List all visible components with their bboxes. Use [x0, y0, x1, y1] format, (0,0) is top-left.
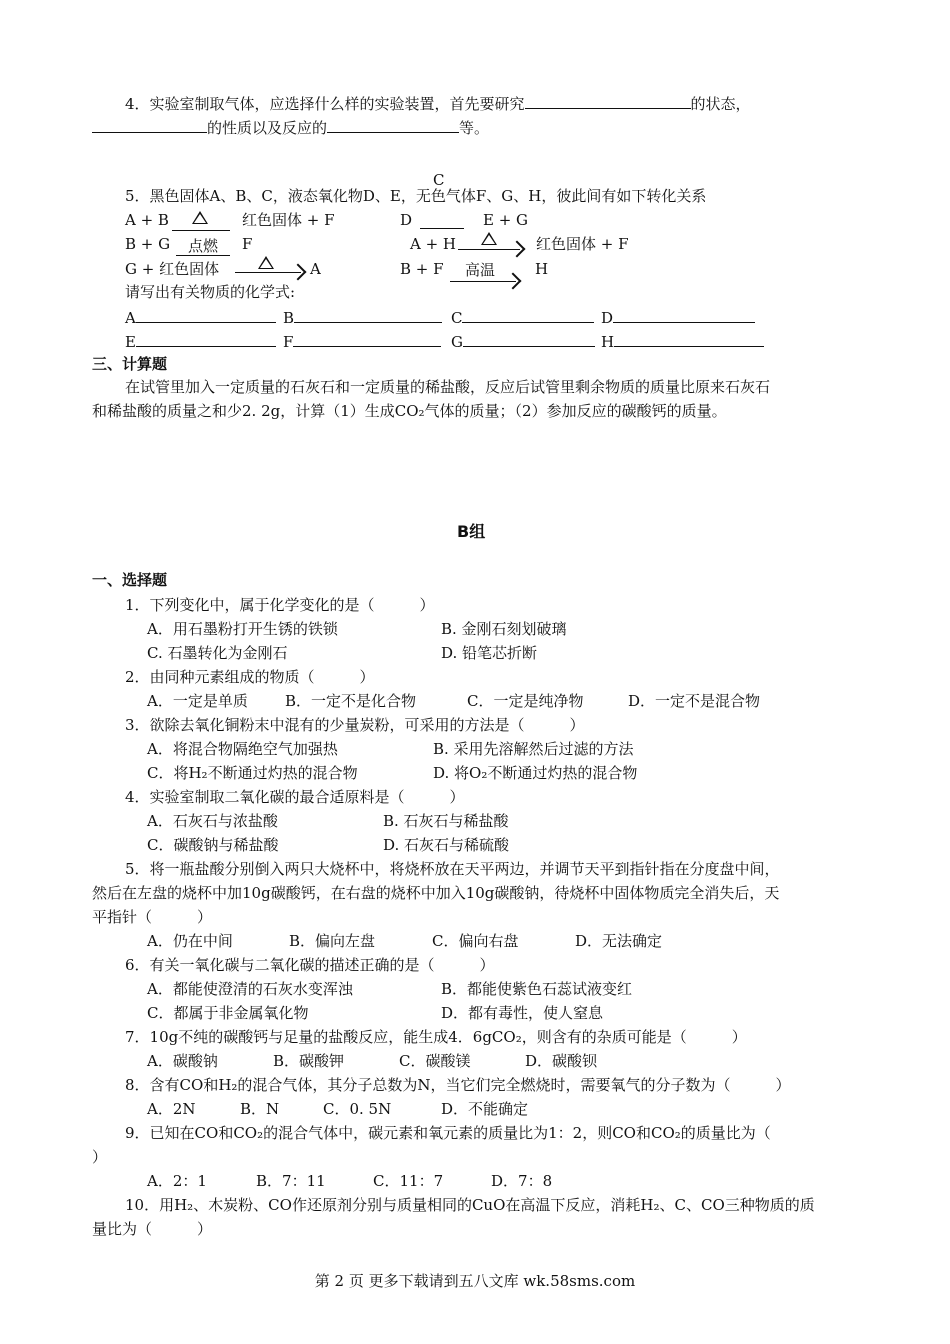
q5-r5-left: G + 红色固体: [125, 260, 220, 278]
heat-triangle-icon: [258, 256, 274, 269]
group-b-title: B组: [457, 522, 486, 541]
q5-r6-right: H: [535, 260, 549, 278]
option-2b: B．一定不是化合物: [285, 692, 417, 710]
question-8: 8．含有CO和H₂的混合气体，其分子总数为N，当它们完全燃烧时，需要氧气的分子数为（ ）: [125, 1076, 791, 1094]
option-8c: C．0. 5N: [323, 1100, 392, 1118]
option-2c: C．一定是纯净物: [467, 692, 584, 710]
question-2: 2．由同种元素组成的物质（ ）: [125, 668, 375, 686]
option-9d: D．7：8: [491, 1172, 553, 1190]
q5-r3-right: F: [242, 235, 253, 253]
section-3-title: 三、计算题: [92, 355, 168, 373]
q5-r4-left: A + H: [410, 235, 457, 253]
arrowhead-icon: [505, 273, 522, 290]
question-1: 1．下列变化中，属于化学变化的是（ ）: [125, 596, 435, 614]
question-7: 7．10g不纯的碳酸钙与足量的盐酸反应，能生成4．6gCO₂，则含有的杂质可能是（ ）: [125, 1028, 747, 1046]
answer-blank-b[interactable]: B: [283, 306, 442, 328]
heat-triangle-icon: [192, 211, 208, 224]
q4-blank-3[interactable]: [327, 116, 459, 133]
question-10-line2: 量比为（ ）: [92, 1220, 213, 1238]
option-6a: A．都能使澄清的石灰水变浑浊: [147, 980, 353, 998]
option-8a: A．2N: [147, 1100, 196, 1118]
q5-r6-condition: 高温: [464, 261, 495, 279]
option-4a: A．石灰石与浓盐酸: [147, 812, 278, 830]
question-5-line3: 平指针（ ）: [92, 908, 213, 926]
question-5-line1: 5．将一瓶盐酸分别倒入两只大烧杯中，将烧杯放在天平两边，并调节天平到指针指在分度盘中间，: [125, 860, 780, 878]
q4-blank-2[interactable]: [92, 116, 207, 133]
question-5-line2: 然后在左盘的烧杯中加10g碳酸钙，在右盘的烧杯中加入10g碳酸钠，待烧杯中固体物质完全消失后，天: [92, 884, 780, 902]
question-9-line2: ）: [92, 1148, 108, 1166]
q5-r5-right: A: [310, 260, 321, 278]
q5-r1-left: A + B: [125, 211, 169, 229]
q5-r3-condition: 点燃: [187, 237, 218, 255]
answer-blank-g[interactable]: G: [451, 330, 595, 352]
option-6b: B．都能使紫色石蕊试液变红: [441, 980, 633, 998]
option-4d: D. 石灰石与稀硫酸: [383, 836, 510, 854]
option-1b: B. 金刚石刻划破璃: [441, 620, 567, 638]
page-footer: 第 2 页 更多下载请到五八文库 wk.58sms.com: [314, 1272, 636, 1290]
reaction-line: [176, 255, 230, 256]
option-7d: D．碳酸钡: [525, 1052, 598, 1070]
option-8b: B．N: [240, 1100, 280, 1118]
question-10-line1: 10．用H₂、木炭粉、CO作还原剂分别与质量相同的CuO在高温下反应，消耗H₂、C、CO三种物质的质: [125, 1196, 815, 1214]
option-3d: D. 将O₂不断通过灼热的混合物: [433, 764, 638, 782]
q4-line2: 的性质以及反应的 等。: [92, 116, 489, 138]
q5-ask: 请写出有关物质的化学式:: [125, 283, 296, 301]
option-9a: A．2：1: [147, 1172, 207, 1190]
q4-line1: 4．实验室制取气体，应选择什么样的实验装置，首先要研究 的状态，: [125, 92, 751, 114]
section-3-line2: 和稀盐酸的质量之和少2. 2g，计算（1）生成CO₂气体的质量；（2）参加反应的碳酸钙的质量。: [92, 402, 727, 420]
option-7c: C．碳酸镁: [399, 1052, 471, 1070]
answer-blank-c[interactable]: C: [451, 306, 594, 328]
q5-r1-right: 红色固体 + F: [242, 211, 335, 229]
option-7b: B．碳酸钾: [273, 1052, 345, 1070]
option-9c: C．11：7: [373, 1172, 444, 1190]
option-7a: A．碳酸钠: [147, 1052, 218, 1070]
option-5b: B．偏向左盘: [289, 932, 376, 950]
option-6d: D．都有毒性，使人窒息: [441, 1004, 604, 1022]
option-1c: C. 石墨转化为金刚石: [147, 644, 288, 662]
answer-blank-f[interactable]: F: [283, 330, 441, 352]
q4-blank-1[interactable]: [525, 92, 691, 109]
section-3-line1: 在试管里加入一定质量的石灰石和一定质量的稀盐酸，反应后试管里剩余物质的质量比原来石灰石: [125, 378, 771, 396]
option-5c: C．偏向右盘: [432, 932, 519, 950]
option-4c: C．碳酸钠与稀盐酸: [147, 836, 279, 854]
option-6c: C．都属于非金属氧化物: [147, 1004, 309, 1022]
q5-r2-right: E + G: [483, 211, 529, 229]
option-5d: D．无法确定: [575, 932, 663, 950]
option-4b: B. 石灰石与稀盐酸: [383, 812, 509, 830]
q5-r3-left: B + G: [125, 235, 171, 253]
q5-intro: 5．黑色固体A、B、C，液态氧化物D、E，无色气体F、G、H，彼此间有如下转化关系: [125, 187, 707, 205]
question-3: 3．欲除去氧化铜粉末中混有的少量炭粉，可采用的方法是（ ）: [125, 716, 585, 734]
option-1a: A．用石墨粉打开生锈的铁锁: [147, 620, 338, 638]
reaction-line: [420, 228, 464, 229]
question-4: 4．实验室制取二氧化碳的最合适原料是（ ）: [125, 788, 465, 806]
arrowhead-icon: [509, 241, 526, 258]
question-9-line1: 9．已知在CO和CO₂的混合气体中，碳元素和氧元素的质量比为1：2，则CO和CO₂的质量比为（: [125, 1124, 771, 1142]
heat-triangle-icon: [481, 232, 497, 245]
reaction-line: [172, 230, 230, 231]
question-6: 6．有关一氧化碳与二氧化碳的描述正确的是（ ）: [125, 956, 495, 974]
answer-blank-e[interactable]: E: [125, 330, 276, 352]
option-1d: D. 铅笔芯折断: [441, 644, 538, 662]
answer-blank-h[interactable]: H: [601, 330, 764, 352]
option-3a: A．将混合物隔绝空气加强热: [147, 740, 338, 758]
option-8d: D．不能确定: [441, 1100, 529, 1118]
q5-r2-left: D: [400, 211, 413, 229]
arrowhead-icon: [290, 264, 307, 281]
option-2d: D．一定不是混合物: [628, 692, 761, 710]
option-2a: A．一定是单质: [147, 692, 248, 710]
option-3b: B. 采用先溶解然后过滤的方法: [433, 740, 634, 758]
option-3c: C．将H₂不断通过灼热的混合物: [147, 764, 358, 782]
choice-section-title: 一、选择题: [92, 571, 168, 589]
option-9b: B．7：11: [256, 1172, 326, 1190]
q5-r6-left: B + F: [400, 260, 444, 278]
q5-c-label: C: [433, 171, 445, 189]
option-5a: A．仍在中间: [147, 932, 233, 950]
q5-r4-right: 红色固体 + F: [536, 235, 629, 253]
answer-blank-d[interactable]: D: [601, 306, 755, 328]
answer-blank-a[interactable]: A: [125, 306, 276, 328]
